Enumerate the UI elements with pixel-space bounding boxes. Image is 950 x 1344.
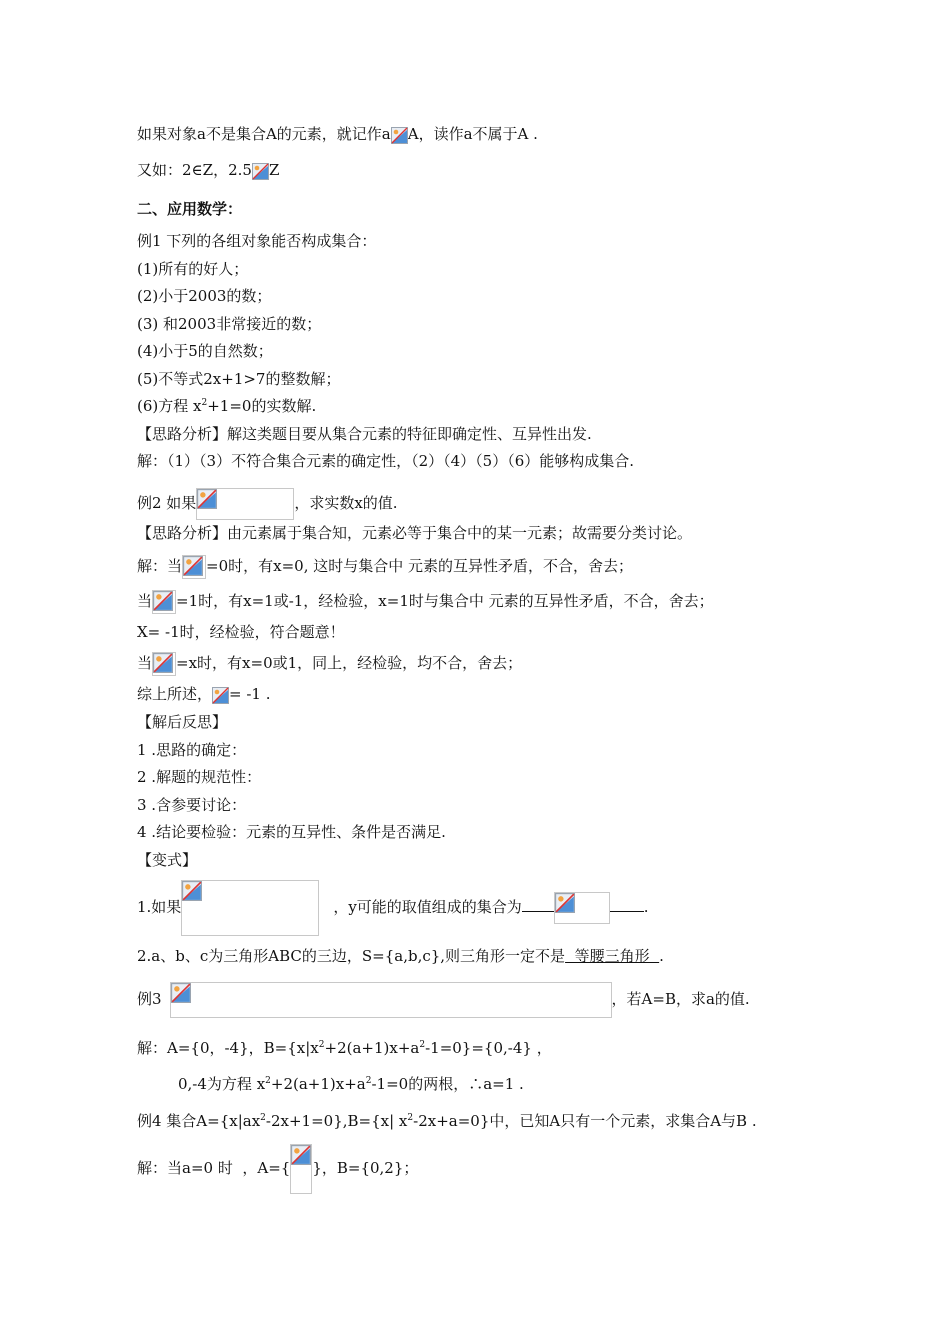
text: +2(a+1)x+a: [270, 1075, 366, 1093]
broken-image-icon: [183, 556, 203, 576]
solution-2-line: [137, 590, 714, 614]
reflection-item: 1 .思路的确定：: [137, 741, 247, 759]
text: -2x+1=0},B={x| x: [265, 1112, 408, 1130]
superscript: 2: [318, 1040, 325, 1050]
solution-2-conclusion: [137, 684, 271, 704]
text: 综上所述，: [137, 685, 213, 703]
text: 例2 如果: [137, 494, 197, 512]
broken-image-icon: [291, 1145, 311, 1165]
solution-2-line: [137, 555, 633, 579]
analysis-1: 【思路分析】解这类题目要从集合元素的特征即确定性、互异性出发.: [137, 425, 592, 443]
example-1-item: (1)所有的好人；: [137, 260, 249, 278]
text: 例4 集合A={x|ax: [137, 1112, 261, 1130]
text: =0时，有x=0, 这时与集合中 元素的互异性矛盾，不合，舍去；: [206, 557, 634, 575]
answer-underlined: 等腰三角形: [565, 947, 660, 965]
solution-2-line: X= -1时，经检验，符合题意！: [137, 623, 345, 641]
superscript: 2: [260, 1113, 266, 1123]
text: 2.a、b、c为三角形ABC的三边，S={a,b,c},则三角形一定不是: [137, 947, 566, 965]
broken-image-icon: [197, 489, 217, 509]
text: +2(a+1)x+a: [324, 1039, 420, 1057]
text: 解：当: [137, 557, 183, 575]
solution-2-line: [137, 652, 522, 676]
broken-image-icon: [153, 653, 173, 673]
broken-image-icon: [555, 893, 575, 913]
text: 又如：2∈Z，2.5: [137, 161, 252, 179]
solution-1: 解：（1）（3）不符合集合元素的确定性，（2）（4）（5）（6）能够构成集合.: [137, 452, 635, 470]
solution-4-line: [137, 1144, 418, 1194]
broken-image-icon: [182, 881, 202, 901]
solution-3-line: [178, 1074, 524, 1094]
formula-image: [290, 1144, 312, 1194]
variant-2: [137, 946, 664, 966]
answer-blank: [610, 897, 644, 912]
formula-image: [181, 880, 319, 936]
answer-image: [554, 892, 610, 924]
reflection-heading: 【解后反思】: [137, 713, 228, 731]
text: A，读作a不属于A .: [407, 125, 538, 143]
text: -1=0}={0,-4} ，: [425, 1039, 552, 1057]
formula-image: [196, 488, 294, 520]
line-example: [137, 160, 279, 180]
superscript: 2: [365, 1076, 372, 1086]
text: 例3: [137, 990, 162, 1008]
text: .: [643, 898, 649, 916]
variant-1: [137, 880, 649, 936]
broken-image-icon: [252, 163, 269, 180]
line-not-element: [137, 124, 538, 144]
text: .: [659, 947, 664, 965]
broken-image-icon: [153, 591, 173, 611]
text: =x时，有x=0或1，同上，经检验，均不合，舍去；: [176, 654, 523, 672]
example-1-item: (2)小于2003的数；: [137, 287, 272, 305]
example-2-title: [137, 488, 398, 520]
text: 解：A={0，-4}，B={x|x: [137, 1039, 319, 1057]
section-heading: 二、应用数学：: [137, 200, 243, 218]
example-4-title: [137, 1111, 757, 1131]
formula-image: [152, 590, 176, 614]
text: 1.如果: [137, 898, 182, 916]
example-1-item: [137, 396, 316, 416]
reflection-item: 2 .解题的规范性：: [137, 768, 262, 786]
superscript: 2: [419, 1040, 426, 1050]
text: = -1 .: [229, 685, 271, 703]
broken-image-icon: [391, 127, 408, 144]
text: }，B={0,2}；: [312, 1159, 419, 1177]
text: Z: [268, 161, 280, 179]
formula-image: [170, 982, 612, 1018]
analysis-2: 【思路分析】由元素属于集合知，元素必等于集合中的某一元素；故需要分类讨论。: [137, 524, 693, 542]
variant-heading: 【变式】: [137, 851, 198, 869]
superscript: 2: [265, 1076, 271, 1086]
example-3-title: [137, 982, 750, 1018]
example-1-item: (5)不等式2x+1>7的整数解；: [137, 370, 341, 388]
superscript: 2: [407, 1113, 414, 1123]
text: 如果对象a不是集合A的元素，就记作a: [137, 125, 391, 143]
text: 当: [137, 592, 153, 610]
text: 解：当a=0 时 ，A={: [137, 1159, 291, 1177]
text: 当: [137, 654, 153, 672]
example-1-item: (4)小于5的自然数；: [137, 342, 273, 360]
text: +1=0的实数解.: [207, 397, 317, 415]
text: -1=0的两根，∴a=1 .: [371, 1075, 524, 1093]
formula-image: [182, 555, 206, 579]
solution-3-line: [137, 1038, 552, 1058]
text: ，若A=B，求a的值.: [611, 990, 750, 1008]
broken-image-icon: [171, 983, 191, 1003]
example-1-title: 例1 下列的各组对象能否构成集合：: [137, 232, 377, 250]
reflection-item: 4 .结论要检验：元素的互异性、条件是否满足.: [137, 823, 446, 841]
text: ，y可能的取值组成的集合为: [333, 898, 522, 916]
formula-image: [152, 652, 176, 676]
text: (6)方程 x: [137, 397, 202, 415]
reflection-item: 3 .含参要讨论：: [137, 796, 247, 814]
example-1-item: (3) 和2003非常接近的数；: [137, 315, 322, 333]
text: =1时，有x=1或-1，经检验，x=1时与集合中 元素的互异性矛盾，不合，舍去；: [176, 592, 714, 610]
text: 0,-4为方程 x: [178, 1075, 266, 1093]
superscript: 2: [201, 398, 208, 408]
text: ，求实数x的值.: [294, 494, 398, 512]
text: -2x+a=0}中，已知A只有一个元素，求集合A与B .: [413, 1112, 757, 1130]
answer-blank: [522, 897, 554, 912]
broken-image-icon: [212, 687, 229, 704]
